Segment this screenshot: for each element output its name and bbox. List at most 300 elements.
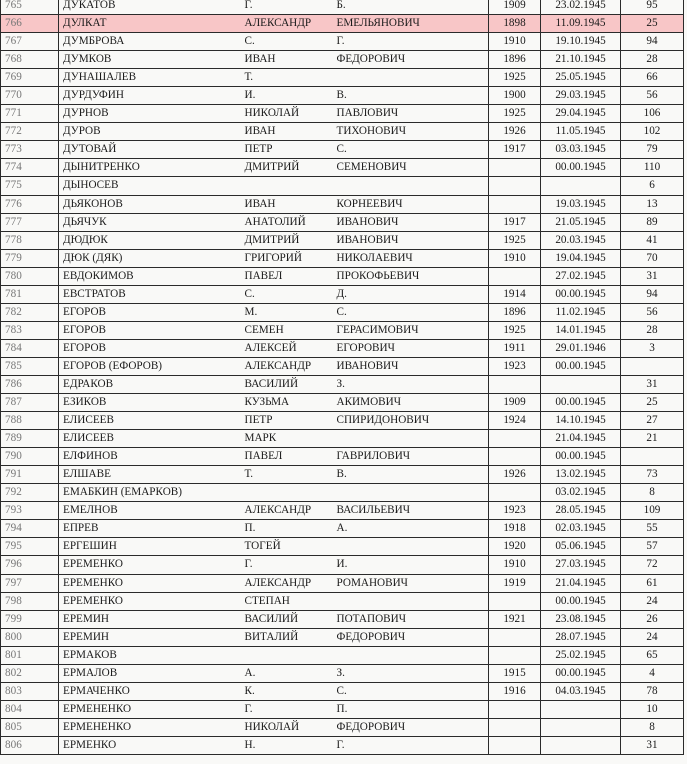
table-row [1, 375, 684, 393]
row-number: 799 [1, 610, 59, 628]
patronymic-cell [333, 177, 489, 195]
count-cell: 79 [621, 141, 684, 159]
patronymic-cell: ТИХОНОВИЧ [333, 123, 489, 141]
first-name-cell: ВАСИЛИЙ [241, 375, 333, 393]
table-row [1, 0, 684, 15]
first-name-cell: МАРК [241, 430, 333, 448]
row-number: 798 [1, 592, 59, 610]
date-cell: 25.02.1945 [541, 646, 621, 664]
table-row [1, 159, 684, 177]
count-cell: 24 [621, 592, 684, 610]
table-row [1, 339, 684, 357]
row-number: 788 [1, 412, 59, 430]
birth-year-cell: 1925 [489, 231, 541, 249]
row-number: 794 [1, 520, 59, 538]
table-row [1, 700, 684, 718]
table-row-highlighted [1, 15, 684, 33]
date-cell: 21.05.1945 [541, 213, 621, 231]
table-row [1, 285, 684, 303]
first-name-cell [241, 177, 333, 195]
patronymic-cell: Б. [333, 0, 489, 15]
patronymic-cell: КОРНЕЕВИЧ [333, 195, 489, 213]
first-name-cell: И. [241, 87, 333, 105]
date-cell: 02.03.1945 [541, 520, 621, 538]
surname-cell: ЕДРАКОВ [59, 375, 241, 393]
row-number: 769 [1, 69, 59, 87]
birth-year-cell: 1925 [489, 69, 541, 87]
row-number: 783 [1, 321, 59, 339]
birth-year-cell: 1910 [489, 33, 541, 51]
count-cell: 4 [621, 664, 684, 682]
patronymic-cell: ИВАНОВИЧ [333, 213, 489, 231]
first-name-cell: КУЗЬМА [241, 394, 333, 412]
patronymic-cell: З. [333, 375, 489, 393]
birth-year-cell: 1925 [489, 105, 541, 123]
patronymic-cell: СЕМЕНОВИЧ [333, 159, 489, 177]
birth-year-cell: 1923 [489, 357, 541, 375]
count-cell: 8 [621, 718, 684, 736]
count-cell [621, 357, 684, 375]
birth-year-cell: 1911 [489, 339, 541, 357]
first-name-cell: АЛЕКСАНДР [241, 15, 333, 33]
count-cell: 25 [621, 394, 684, 412]
patronymic-cell: И. [333, 556, 489, 574]
surname-cell: ДЬЯКОНОВ [59, 195, 241, 213]
row-number: 801 [1, 646, 59, 664]
table-row [1, 303, 684, 321]
row-number: 800 [1, 628, 59, 646]
row-number: 765 [1, 0, 59, 15]
row-number: 780 [1, 267, 59, 285]
row-number: 775 [1, 177, 59, 195]
table-row [1, 249, 684, 267]
table-row [1, 267, 684, 285]
date-cell [541, 375, 621, 393]
date-cell: 23.08.1945 [541, 610, 621, 628]
patronymic-cell: ГАВРИЛОВИЧ [333, 448, 489, 466]
row-number: 778 [1, 231, 59, 249]
birth-year-cell: 1910 [489, 249, 541, 267]
row-number: 786 [1, 375, 59, 393]
surname-cell: ЕРЕМЕНКО [59, 574, 241, 592]
count-cell: 78 [621, 682, 684, 700]
patronymic-cell: СПИРИДОНОВИЧ [333, 412, 489, 430]
table-row [1, 484, 684, 502]
count-cell: 94 [621, 285, 684, 303]
count-cell: 102 [621, 123, 684, 141]
surname-cell: ЕРМАКОВ [59, 646, 241, 664]
first-name-cell: Т. [241, 466, 333, 484]
row-number: 796 [1, 556, 59, 574]
birth-year-cell: 1924 [489, 412, 541, 430]
table-row [1, 448, 684, 466]
count-cell: 61 [621, 574, 684, 592]
row-number: 797 [1, 574, 59, 592]
birth-year-cell [489, 448, 541, 466]
surname-cell: ЕРГЕШИН [59, 538, 241, 556]
date-cell: 21.04.1945 [541, 430, 621, 448]
row-number: 768 [1, 51, 59, 69]
table-row [1, 574, 684, 592]
first-name-cell: АЛЕКСАНДР [241, 574, 333, 592]
patronymic-cell: ФЕДОРОВИЧ [333, 51, 489, 69]
row-number: 767 [1, 33, 59, 51]
count-cell: 95 [621, 0, 684, 15]
date-cell: 28.07.1945 [541, 628, 621, 646]
birth-year-cell: 1914 [489, 285, 541, 303]
date-cell: 05.06.1945 [541, 538, 621, 556]
date-cell: 25.05.1945 [541, 69, 621, 87]
patronymic-cell: ВАСИЛЬЕВИЧ [333, 502, 489, 520]
count-cell: 109 [621, 502, 684, 520]
date-cell: 11.05.1945 [541, 123, 621, 141]
patronymic-cell: ПРОКОФЬЕВИЧ [333, 267, 489, 285]
date-cell: 11.09.1945 [541, 15, 621, 33]
surname-cell: ЕРМЕНКО [59, 736, 241, 754]
count-cell: 57 [621, 538, 684, 556]
patronymic-cell: В. [333, 466, 489, 484]
count-cell: 21 [621, 430, 684, 448]
surname-cell: ДУЛКАТ [59, 15, 241, 33]
birth-year-cell [489, 159, 541, 177]
register-rows [1, 0, 684, 754]
patronymic-cell: А. [333, 520, 489, 538]
surname-cell: ДУРДУФИН [59, 87, 241, 105]
first-name-cell [241, 484, 333, 502]
count-cell: 28 [621, 51, 684, 69]
count-cell: 110 [621, 159, 684, 177]
patronymic-cell [333, 430, 489, 448]
table-row [1, 556, 684, 574]
count-cell: 24 [621, 628, 684, 646]
birth-year-cell: 1900 [489, 87, 541, 105]
date-cell: 00.00.1945 [541, 357, 621, 375]
patronymic-cell: Д. [333, 285, 489, 303]
row-number: 770 [1, 87, 59, 105]
count-cell: 10 [621, 700, 684, 718]
table-row [1, 69, 684, 87]
surname-cell: ДУКАТОВ [59, 0, 241, 15]
date-cell: 23.02.1945 [541, 0, 621, 15]
date-cell: 13.02.1945 [541, 466, 621, 484]
first-name-cell: СТЕПАН [241, 592, 333, 610]
date-cell: 11.02.1945 [541, 303, 621, 321]
patronymic-cell: ПОТАПОВИЧ [333, 610, 489, 628]
table-row [1, 664, 684, 682]
patronymic-cell: С. [333, 141, 489, 159]
birth-year-cell: 1909 [489, 0, 541, 15]
birth-year-cell: 1916 [489, 682, 541, 700]
surname-cell: ЕВСТРАТОВ [59, 285, 241, 303]
count-cell: 55 [621, 520, 684, 538]
birth-year-cell: 1896 [489, 51, 541, 69]
count-cell: 8 [621, 484, 684, 502]
surname-cell: ЕРЕМИН [59, 610, 241, 628]
count-cell: 65 [621, 646, 684, 664]
row-number: 772 [1, 123, 59, 141]
table-row [1, 610, 684, 628]
birth-year-cell: 1926 [489, 466, 541, 484]
table-row [1, 430, 684, 448]
surname-cell: ЕРМЕНЕНКО [59, 700, 241, 718]
surname-cell: ДЮК (ДЯК) [59, 249, 241, 267]
row-number: 805 [1, 718, 59, 736]
first-name-cell: М. [241, 303, 333, 321]
surname-cell: ДЫНОСЕВ [59, 177, 241, 195]
table-row [1, 141, 684, 159]
date-cell [541, 736, 621, 754]
count-cell: 31 [621, 267, 684, 285]
count-cell: 89 [621, 213, 684, 231]
first-name-cell: АЛЕКСЕЙ [241, 339, 333, 357]
date-cell: 19.10.1945 [541, 33, 621, 51]
date-cell [541, 700, 621, 718]
patronymic-cell: ЕГОРОВИЧ [333, 339, 489, 357]
row-number: 766 [1, 15, 59, 33]
first-name-cell: ИВАН [241, 123, 333, 141]
first-name-cell: П. [241, 520, 333, 538]
count-cell: 72 [621, 556, 684, 574]
count-cell: 13 [621, 195, 684, 213]
surname-cell: ЕГОРОВ (ЕФОРОВ) [59, 357, 241, 375]
date-cell: 27.02.1945 [541, 267, 621, 285]
table-row [1, 51, 684, 69]
date-cell [541, 177, 621, 195]
row-number: 791 [1, 466, 59, 484]
birth-year-cell [489, 718, 541, 736]
first-name-cell: ПЕТР [241, 141, 333, 159]
count-cell: 66 [621, 69, 684, 87]
table-row [1, 628, 684, 646]
birth-year-cell [489, 375, 541, 393]
count-cell: 56 [621, 87, 684, 105]
patronymic-cell: ФЕДОРОВИЧ [333, 718, 489, 736]
surname-cell: ДУНАШАЛЕВ [59, 69, 241, 87]
table-row [1, 538, 684, 556]
date-cell: 00.00.1945 [541, 285, 621, 303]
birth-year-cell: 1923 [489, 502, 541, 520]
first-name-cell: Г. [241, 556, 333, 574]
first-name-cell: ДМИТРИЙ [241, 159, 333, 177]
count-cell: 70 [621, 249, 684, 267]
date-cell: 27.03.1945 [541, 556, 621, 574]
first-name-cell: ГРИГОРИЙ [241, 249, 333, 267]
date-cell: 00.00.1945 [541, 448, 621, 466]
surname-cell: ДЬЯЧУК [59, 213, 241, 231]
patronymic-cell [333, 484, 489, 502]
table-row [1, 321, 684, 339]
table-row [1, 195, 684, 213]
surname-cell: ЕРМАЧЕНКО [59, 682, 241, 700]
first-name-cell: С. [241, 33, 333, 51]
table-row [1, 357, 684, 375]
surname-cell: ДУРНОВ [59, 105, 241, 123]
first-name-cell: С. [241, 285, 333, 303]
row-number: 795 [1, 538, 59, 556]
first-name-cell: Т. [241, 69, 333, 87]
first-name-cell: ПАВЕЛ [241, 267, 333, 285]
count-cell: 3 [621, 339, 684, 357]
patronymic-cell: РОМАНОВИЧ [333, 574, 489, 592]
first-name-cell: Н. [241, 736, 333, 754]
date-cell [541, 718, 621, 736]
table-row [1, 87, 684, 105]
row-number: 787 [1, 394, 59, 412]
birth-year-cell: 1917 [489, 213, 541, 231]
surname-cell: ДЫНИТРЕНКО [59, 159, 241, 177]
count-cell [621, 448, 684, 466]
count-cell: 25 [621, 15, 684, 33]
count-cell: 41 [621, 231, 684, 249]
row-number: 782 [1, 303, 59, 321]
row-number: 774 [1, 159, 59, 177]
patronymic-cell [333, 592, 489, 610]
row-number: 804 [1, 700, 59, 718]
surname-cell: ЕРМАЛОВ [59, 664, 241, 682]
patronymic-cell [333, 646, 489, 664]
first-name-cell: ИВАН [241, 51, 333, 69]
first-name-cell: А. [241, 664, 333, 682]
birth-year-cell: 1926 [489, 123, 541, 141]
surname-cell: ЕЛФИНОВ [59, 448, 241, 466]
row-number: 789 [1, 430, 59, 448]
patronymic-cell: Г. [333, 736, 489, 754]
row-number: 792 [1, 484, 59, 502]
first-name-cell: АЛЕКСАНДР [241, 357, 333, 375]
birth-year-cell: 1915 [489, 664, 541, 682]
first-name-cell: НИКОЛАЙ [241, 718, 333, 736]
table-row [1, 33, 684, 51]
surname-cell: ЕРЕМИН [59, 628, 241, 646]
count-cell: 31 [621, 375, 684, 393]
date-cell: 14.01.1945 [541, 321, 621, 339]
surname-cell: ЕГОРОВ [59, 339, 241, 357]
date-cell: 19.04.1945 [541, 249, 621, 267]
surname-cell: ЕПРЕВ [59, 520, 241, 538]
first-name-cell: АЛЕКСАНДР [241, 502, 333, 520]
table-row [1, 592, 684, 610]
birth-year-cell: 1898 [489, 15, 541, 33]
patronymic-cell: ГЕРАСИМОВИЧ [333, 321, 489, 339]
birth-year-cell: 1909 [489, 394, 541, 412]
patronymic-cell: ПАВЛОВИЧ [333, 105, 489, 123]
first-name-cell: ТОГЕЙ [241, 538, 333, 556]
table-row [1, 123, 684, 141]
date-cell: 29.03.1945 [541, 87, 621, 105]
date-cell: 00.00.1945 [541, 664, 621, 682]
patronymic-cell: АКИМОВИЧ [333, 394, 489, 412]
birth-year-cell: 1919 [489, 574, 541, 592]
row-number: 777 [1, 213, 59, 231]
birth-year-cell [489, 177, 541, 195]
birth-year-cell [489, 628, 541, 646]
first-name-cell [241, 646, 333, 664]
birth-year-cell [489, 592, 541, 610]
table-row [1, 213, 684, 231]
first-name-cell: ПЕТР [241, 412, 333, 430]
patronymic-cell: ИВАНОВИЧ [333, 231, 489, 249]
date-cell: 00.00.1945 [541, 592, 621, 610]
date-cell: 21.10.1945 [541, 51, 621, 69]
row-number: 776 [1, 195, 59, 213]
birth-year-cell: 1910 [489, 556, 541, 574]
row-number: 781 [1, 285, 59, 303]
table-row [1, 736, 684, 754]
surname-cell: ДУРОВ [59, 123, 241, 141]
row-number: 784 [1, 339, 59, 357]
patronymic-cell: С. [333, 682, 489, 700]
table-row [1, 177, 684, 195]
surname-cell: ЕЛИСЕЕВ [59, 412, 241, 430]
count-cell: 28 [621, 321, 684, 339]
patronymic-cell [333, 538, 489, 556]
patronymic-cell: НИКОЛАЕВИЧ [333, 249, 489, 267]
patronymic-cell: ЕМЕЛЬЯНОВИЧ [333, 15, 489, 33]
count-cell: 26 [621, 610, 684, 628]
patronymic-cell: ФЕДОРОВИЧ [333, 628, 489, 646]
surname-cell: ЕЛИСЕЕВ [59, 430, 241, 448]
count-cell: 94 [621, 33, 684, 51]
surname-cell: ДУТОВАЙ [59, 141, 241, 159]
patronymic-cell: Г. [333, 33, 489, 51]
table-row [1, 105, 684, 123]
table-row [1, 394, 684, 412]
birth-year-cell [489, 700, 541, 718]
birth-year-cell [489, 484, 541, 502]
date-cell: 21.04.1945 [541, 574, 621, 592]
date-cell: 29.04.1945 [541, 105, 621, 123]
count-cell: 56 [621, 303, 684, 321]
first-name-cell: НИКОЛАЙ [241, 105, 333, 123]
birth-year-cell [489, 736, 541, 754]
date-cell: 03.03.1945 [541, 141, 621, 159]
surname-cell: ДЮДЮК [59, 231, 241, 249]
patronymic-cell: З. [333, 664, 489, 682]
birth-year-cell [489, 430, 541, 448]
table-row [1, 718, 684, 736]
surname-cell: ЕРМЕНЕНКО [59, 718, 241, 736]
patronymic-cell [333, 69, 489, 87]
table-row [1, 646, 684, 664]
row-number: 773 [1, 141, 59, 159]
table-row [1, 231, 684, 249]
first-name-cell: ДМИТРИЙ [241, 231, 333, 249]
date-cell: 29.01.1946 [541, 339, 621, 357]
birth-year-cell: 1918 [489, 520, 541, 538]
surname-cell: ДУМКОВ [59, 51, 241, 69]
surname-cell: ЕВДОКИМОВ [59, 267, 241, 285]
table-row [1, 520, 684, 538]
date-cell: 04.03.1945 [541, 682, 621, 700]
first-name-cell: АНАТОЛИЙ [241, 213, 333, 231]
table-row [1, 502, 684, 520]
first-name-cell: СЕМЕН [241, 321, 333, 339]
first-name-cell: Г. [241, 700, 333, 718]
patronymic-cell: П. [333, 700, 489, 718]
table-row [1, 682, 684, 700]
count-cell: 73 [621, 466, 684, 484]
row-number: 802 [1, 664, 59, 682]
surname-cell: ДУМБРОВА [59, 33, 241, 51]
patronymic-cell: В. [333, 87, 489, 105]
date-cell: 20.03.1945 [541, 231, 621, 249]
date-cell: 14.10.1945 [541, 412, 621, 430]
row-number: 803 [1, 682, 59, 700]
date-cell: 19.03.1945 [541, 195, 621, 213]
first-name-cell: ИВАН [241, 195, 333, 213]
birth-year-cell: 1920 [489, 538, 541, 556]
first-name-cell: ВАСИЛИЙ [241, 610, 333, 628]
